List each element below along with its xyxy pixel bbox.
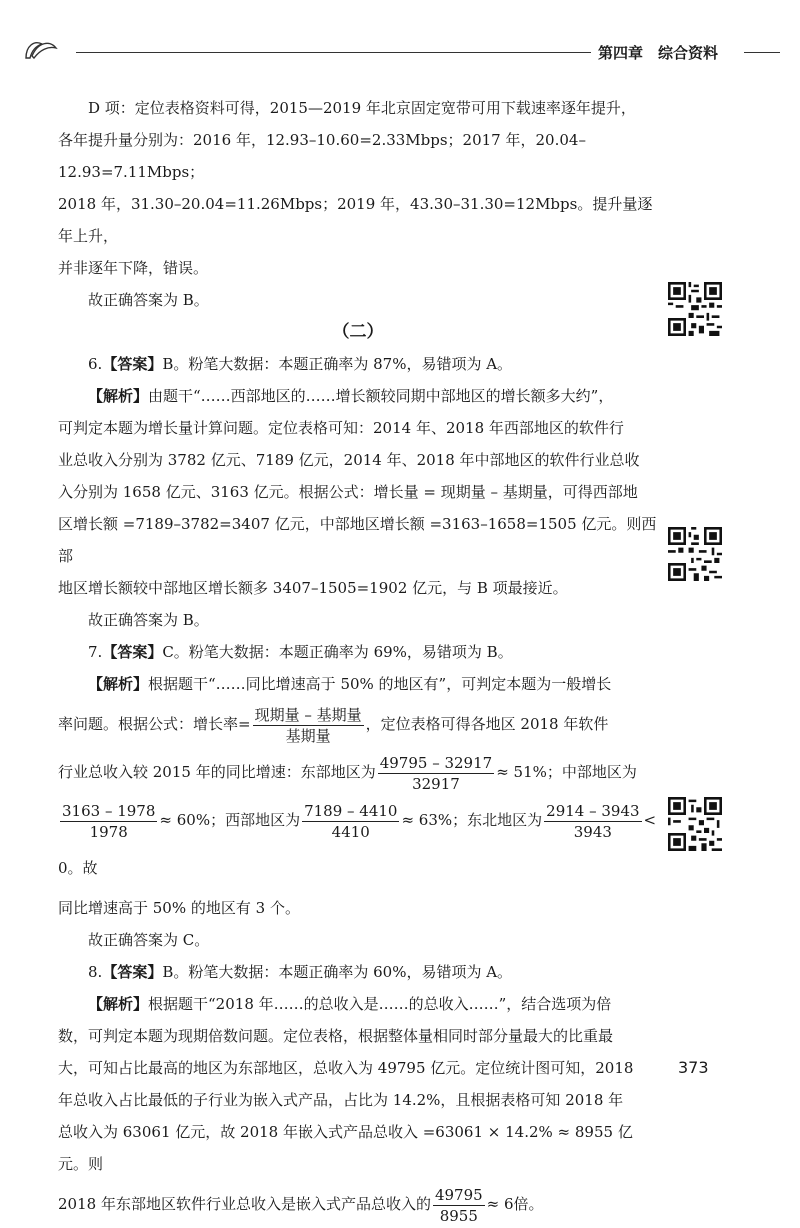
text-segment: 2018 年东部地区软件行业总收入是嵌入式产品总收入的 <box>58 1195 431 1213</box>
text-line: 年总收入占比最低的子行业为嵌入式产品，占比为 14.2%，且根据表格可知 2018 年 <box>58 1091 624 1109</box>
text-line: 业总收入分别为 3782 亿元、7189 亿元，2014 年、2018 年中部地区的软件行业总收 <box>58 451 640 469</box>
fraction-numerator: 7189 – 4410 <box>304 801 398 820</box>
text-line: D 项：定位表格资料可得，2015—2019 年北京固定宽带可用下载速率逐年提升， <box>88 99 636 117</box>
fraction-numerator: 2914 – 3943 <box>546 801 640 820</box>
text-line: 数，可判定本题为现期倍数问题。定位表格，根据整体量相同时部分量最大的比重最 <box>58 1027 614 1045</box>
northeast-fraction <box>544 801 641 842</box>
formula-line <box>58 700 658 748</box>
text-line: 可判定本题为增长量计算问题。定位表格可知：2014 年、2018 年西部地区的软件行 <box>58 419 624 437</box>
text-segment: ≈ 51%；中部地区为 <box>496 763 637 781</box>
q6-answer <box>58 348 658 380</box>
question-number: 8. <box>88 963 103 981</box>
text-segment: ≈ 63%；东北地区为 <box>401 811 543 829</box>
fraction-numerator: 49795 – 32917 <box>379 753 493 772</box>
fraction-numerator: 3163 – 1978 <box>62 801 156 820</box>
analysis-tag: 【解析】 <box>88 387 149 405</box>
fraction-denominator: 4410 <box>331 822 370 841</box>
text-line: 根据题干“2018 年……的总收入是……的总收入……”，结合选项为倍 <box>148 995 612 1013</box>
q8-analysis <box>58 988 658 1020</box>
formula-line <box>58 1180 658 1228</box>
question-number: 7. <box>88 643 103 661</box>
text-segment: 行业总收入较 2015 年的同比增速：东部地区为 <box>58 763 376 781</box>
text-line: 同比增速高于 50% 的地区有 3 个。 <box>58 899 300 917</box>
growth-rate-formula <box>253 705 364 746</box>
formula-line <box>58 796 658 892</box>
east-fraction <box>378 753 494 794</box>
answer-text: B。粉笔大数据：本题正确率为 87%，易错项为 A。 <box>162 355 513 373</box>
qr-code-icon[interactable] <box>668 282 722 336</box>
text-line: 总收入为 63061 亿元，故 2018 年嵌入式产品总收入 =63061 × 14.2% ≈ 8955 亿元。则 <box>58 1123 633 1173</box>
ratio-fraction <box>433 1185 485 1226</box>
fraction-denominator: 基期量 <box>285 726 331 745</box>
text-line: 2018 年，31.30–20.04=11.26Mbps；2019 年，43.30–31.30=12Mbps。提升量逐年上升， <box>58 195 653 245</box>
text-segment: ≈ 6倍。 <box>486 1195 544 1213</box>
page-number: 373 <box>678 1058 709 1077</box>
text-line: 入分别为 1658 亿元、3163 亿元。根据公式：增长量 = 现期量 – 基期量，可得西部地 <box>58 483 638 501</box>
answer-tag: 【答案】 <box>102 643 163 661</box>
west-fraction <box>302 801 399 842</box>
qr-code-icon[interactable] <box>668 527 722 581</box>
text-line: 根据题干“……同比增速高于 50% 的地区有”，可判定本题为一般增长 <box>148 675 612 693</box>
q7-analysis <box>58 668 658 700</box>
text-segment: < 0。故 <box>58 811 657 877</box>
answer-text: C。粉笔大数据：本题正确率为 69%，易错项为 B。 <box>162 643 513 661</box>
answer-line: 故正确答案为 B。 <box>88 291 209 309</box>
text-line: 由题干“……西部地区的……增长额较同期中部地区的增长额多大约”， <box>148 387 614 405</box>
q6-analysis <box>58 380 658 412</box>
text-segment: 率问题。根据公式：增长率= <box>58 715 251 733</box>
fraction-numerator: 49795 <box>434 1185 483 1204</box>
fraction-denominator: 8955 <box>439 1206 478 1225</box>
fraction-denominator: 32917 <box>412 774 460 793</box>
header-rule-right <box>744 52 780 53</box>
header-rule-left <box>76 52 591 53</box>
analysis-tag: 【解析】 <box>88 675 149 693</box>
text-line: 并非逐年下降，错误。 <box>58 259 209 277</box>
central-fraction <box>60 801 157 842</box>
answer-tag: 【答案】 <box>102 963 163 981</box>
answer-text: B。粉笔大数据：本题正确率为 60%，易错项为 A。 <box>162 963 513 981</box>
section-title: （二） <box>332 322 384 342</box>
text-segment: ≈ 60%；西部地区为 <box>159 811 301 829</box>
chapter-title: 第四章 综合资料 <box>598 44 719 62</box>
answer-line: 故正确答案为 C。 <box>88 931 210 949</box>
answer-tag: 【答案】 <box>102 355 163 373</box>
answer-line: 故正确答案为 B。 <box>88 611 209 629</box>
q7-answer <box>58 636 658 668</box>
analysis-tag: 【解析】 <box>88 995 149 1013</box>
text-line: 各年提升量分别为：2016 年，12.93–10.60=2.33Mbps；2017 年，20.04–12.93=7.11Mbps； <box>58 131 586 181</box>
text-line: 区增长额 =7189–3782=3407 亿元，中部地区增长额 =3163–1658=1505 亿元。则西部 <box>58 515 657 565</box>
text-line: 大，可知占比最高的地区为东部地区，总收入为 49795 亿元。定位统计图可知，2018 <box>58 1059 634 1077</box>
text-segment: ，定位表格可得各地区 2018 年软件 <box>365 715 609 733</box>
page-header <box>20 28 780 68</box>
fraction-denominator: 1978 <box>89 822 128 841</box>
formula-line <box>58 748 658 796</box>
text-line: 地区增长额较中部地区增长额多 3407–1505=1902 亿元，与 B 项最接近。 <box>58 579 568 597</box>
question-number: 6. <box>88 355 103 373</box>
page-content <box>58 92 658 1228</box>
qr-code-icon[interactable] <box>668 797 722 851</box>
fraction-numerator: 现期量 – 基期量 <box>254 705 362 724</box>
q8-answer <box>58 956 658 988</box>
sprout-icon <box>20 28 80 68</box>
fraction-denominator: 3943 <box>573 822 612 841</box>
